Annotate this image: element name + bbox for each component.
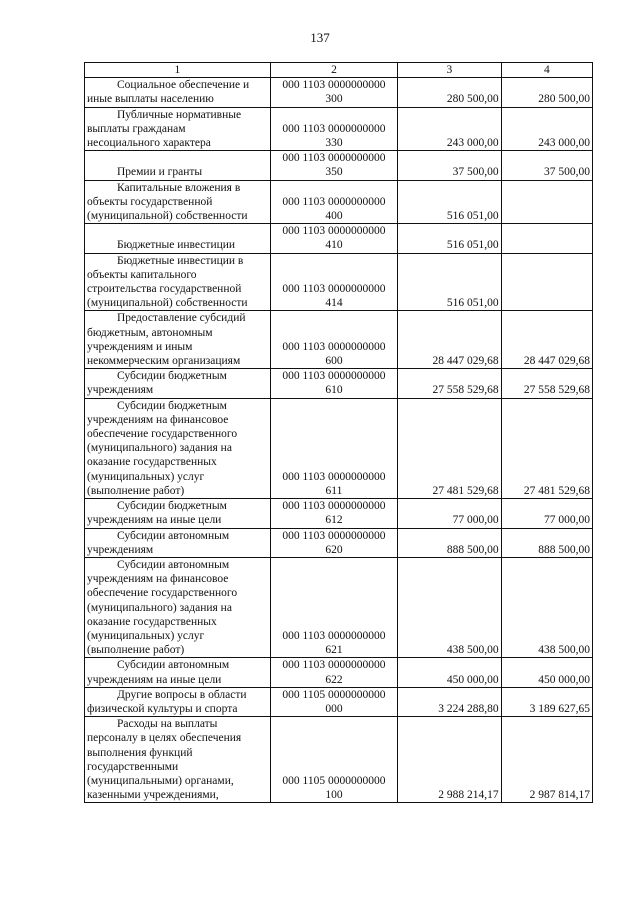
row-amount-col4: 450 000,00 [501,658,592,687]
header-col-4: 4 [501,63,592,78]
row-amount-col4: 77 000,00 [501,499,592,528]
row-name-line: учреждениям на иные цели [87,514,222,527]
row-code-cell [270,658,398,687]
row-code-cell [270,398,398,498]
table-row [85,687,593,716]
row-name-line: Бюджетные инвестиции [117,239,236,252]
row-code-line: 000 1103 0000000000 [282,122,386,135]
row-name-line: казенными учреждениями, [87,789,219,802]
row-amount-col4: 28 447 029,68 [501,311,592,369]
row-amount-col3: 77 000,00 [398,499,501,528]
row-name-cell [85,311,271,369]
row-name-line: (муниципальной) собственности [87,297,248,310]
row-name-line: Бюджетные инвестиции в [117,254,244,267]
row-name-cell [85,658,271,687]
row-code-cell [270,180,398,224]
row-name-line: (муниципальными) органами, [87,774,234,787]
row-name-cell [85,151,271,180]
row-name-line: (муниципальных) услуг [87,470,205,483]
row-amount-col3: 888 500,00 [398,528,501,557]
page-number: 137 [310,30,330,45]
row-name-line: Публичные нормативные [117,108,242,121]
row-code-line: 330 [325,137,343,150]
row-name-line: строительства государственной [87,283,242,296]
row-code-line: 000 1103 0000000000 [282,629,386,642]
table-row [85,369,593,398]
row-amount-col4: 27 481 529,68 [501,398,592,498]
row-code-line: 622 [325,673,343,686]
row-name-line: (муниципального) задания на [87,601,232,614]
row-code-line: 612 [325,514,343,527]
row-name-cell [85,398,271,498]
row-amount-col4 [501,253,592,311]
row-amount-col3: 37 500,00 [398,151,501,180]
row-name-line: (выполнение работ) [87,644,185,657]
row-code-line: 000 [325,702,343,715]
row-code-line: 350 [325,166,343,179]
row-name-cell [85,78,271,107]
row-code-cell [270,557,398,657]
row-code-line: 620 [325,543,343,556]
row-name-line: (выполнение работ) [87,484,185,497]
row-code-line: 000 1103 0000000000 [282,152,386,165]
table-row [85,78,593,107]
row-name-line: (муниципального) задания на [87,442,232,455]
row-code-line: 000 1103 0000000000 [282,195,386,208]
row-code-cell [270,687,398,716]
row-name-line: Субсидии бюджетным [117,500,227,513]
table-row [85,224,593,253]
row-name-cell [85,717,271,803]
budget-table [84,62,593,803]
row-name-line: Социальное обеспечение и [117,79,250,92]
row-amount-col3: 516 051,00 [398,224,501,253]
row-code-line: 000 1103 0000000000 [282,225,386,238]
row-name-line: обеспечение государственного [87,587,238,600]
row-code-line: 000 1105 0000000000 [282,688,386,701]
row-name-line: выполнения функций [87,746,193,759]
row-name-line: Субсидии бюджетным [117,370,227,383]
row-name-line: учреждениям [87,543,154,556]
row-code-cell [270,78,398,107]
row-name-line: Премии и гранты [117,166,203,179]
row-amount-col4: 37 500,00 [501,151,592,180]
row-name-cell [85,557,271,657]
row-code-cell [270,528,398,557]
row-code-cell [270,369,398,398]
row-name-cell [85,369,271,398]
row-name-line: персоналу в целях обеспечения [87,732,242,745]
row-name-line: учреждениям на иные цели [87,673,222,686]
row-name-line: выплаты гражданам [87,122,186,135]
row-code-line: 000 1103 0000000000 [282,529,386,542]
row-name-cell [85,528,271,557]
table-row [85,717,593,803]
row-name-line: оказание государственных [87,615,217,628]
row-name-line: Субсидии автономным [117,659,230,672]
row-name-cell [85,687,271,716]
row-amount-col4: 27 558 529,68 [501,369,592,398]
row-name-line: Капитальные вложения в [117,181,241,194]
row-name-line: (муниципальной) собственности [87,210,248,223]
row-code-cell [270,224,398,253]
row-name-line: учреждениям и иным [87,340,193,353]
table-row [85,658,593,687]
row-name-cell [85,180,271,224]
row-amount-col4: 3 189 627,65 [501,687,592,716]
row-code-cell [270,151,398,180]
header-col-1: 1 [85,63,271,78]
table-row [85,107,593,151]
table-row [85,398,593,498]
table-row [85,311,593,369]
row-code-cell [270,311,398,369]
row-amount-col3: 27 558 529,68 [398,369,501,398]
row-name-cell [85,107,271,151]
table-row [85,253,593,311]
row-name-line: объекты государственной [87,195,213,208]
row-code-line: 000 1103 0000000000 [282,79,386,92]
row-amount-col3: 438 500,00 [398,557,501,657]
row-code-line: 400 [325,210,343,223]
row-code-line: 621 [325,644,343,657]
row-name-line: обеспечение государственного [87,428,238,441]
table-row [85,180,593,224]
row-code-line: 000 1103 0000000000 [282,659,386,672]
row-code-line: 414 [325,297,343,310]
row-code-line: 000 1103 0000000000 [282,470,386,483]
row-code-cell [270,253,398,311]
row-amount-col4: 438 500,00 [501,557,592,657]
row-amount-col3: 243 000,00 [398,107,501,151]
row-code-line: 600 [325,355,343,368]
row-amount-col3: 27 481 529,68 [398,398,501,498]
row-name-line: бюджетным, автономным [87,326,213,339]
row-code-line: 000 1103 0000000000 [282,500,386,513]
row-code-cell [270,499,398,528]
row-code-line: 300 [325,93,343,106]
row-code-line: 410 [325,239,343,252]
row-name-line: Расходы на выплаты [117,718,218,731]
row-name-cell [85,499,271,528]
row-name-line: учреждениям [87,384,154,397]
header-col-3: 3 [398,63,501,78]
row-name-line: Другие вопросы в области [117,688,247,701]
row-name-line: учреждениям на финансовое [87,413,229,426]
row-amount-col4: 2 987 814,17 [501,717,592,803]
row-code-cell [270,107,398,151]
row-name-line: Субсидии бюджетным [117,399,227,412]
row-name-line: Субсидии автономным [117,529,230,542]
row-code-line: 100 [325,789,343,802]
table-row [85,557,593,657]
row-amount-col4: 243 000,00 [501,107,592,151]
row-name-cell [85,224,271,253]
row-amount-col4: 280 500,00 [501,78,592,107]
row-amount-col3: 28 447 029,68 [398,311,501,369]
row-amount-col4: 888 500,00 [501,528,592,557]
row-name-line: объекты капитального [87,268,197,281]
row-code-line: 000 1103 0000000000 [282,340,386,353]
row-amount-col4 [501,224,592,253]
row-name-line: несоциального характера [87,137,211,150]
table-header-row [85,63,593,78]
table-row [85,151,593,180]
row-name-line: физической культуры и спорта [87,702,238,715]
row-amount-col3: 450 000,00 [398,658,501,687]
row-code-line: 000 1105 0000000000 [282,774,386,787]
row-code-line: 611 [325,484,343,497]
row-name-line: иные выплаты населению [87,93,214,106]
row-name-line: некоммерческим организациям [87,355,241,368]
table-row [85,528,593,557]
row-name-cell [85,253,271,311]
row-name-line: Субсидии автономным [117,558,230,571]
table-row [85,499,593,528]
row-amount-col3: 516 051,00 [398,180,501,224]
row-code-line: 000 1103 0000000000 [282,283,386,296]
row-name-line: (муниципальных) услуг [87,629,205,642]
row-name-line: Предоставление субсидий [117,312,246,325]
row-amount-col4 [501,180,592,224]
row-amount-col3: 3 224 288,80 [398,687,501,716]
row-name-line: учреждениям на финансовое [87,573,229,586]
row-amount-col3: 516 051,00 [398,253,501,311]
row-amount-col3: 2 988 214,17 [398,717,501,803]
row-code-cell [270,717,398,803]
header-col-2: 2 [270,63,398,78]
row-name-line: оказание государственных [87,456,217,469]
row-code-line: 000 1103 0000000000 [282,370,386,383]
row-name-line: государственными [87,760,179,773]
row-code-line: 610 [325,384,343,397]
row-amount-col3: 280 500,00 [398,78,501,107]
